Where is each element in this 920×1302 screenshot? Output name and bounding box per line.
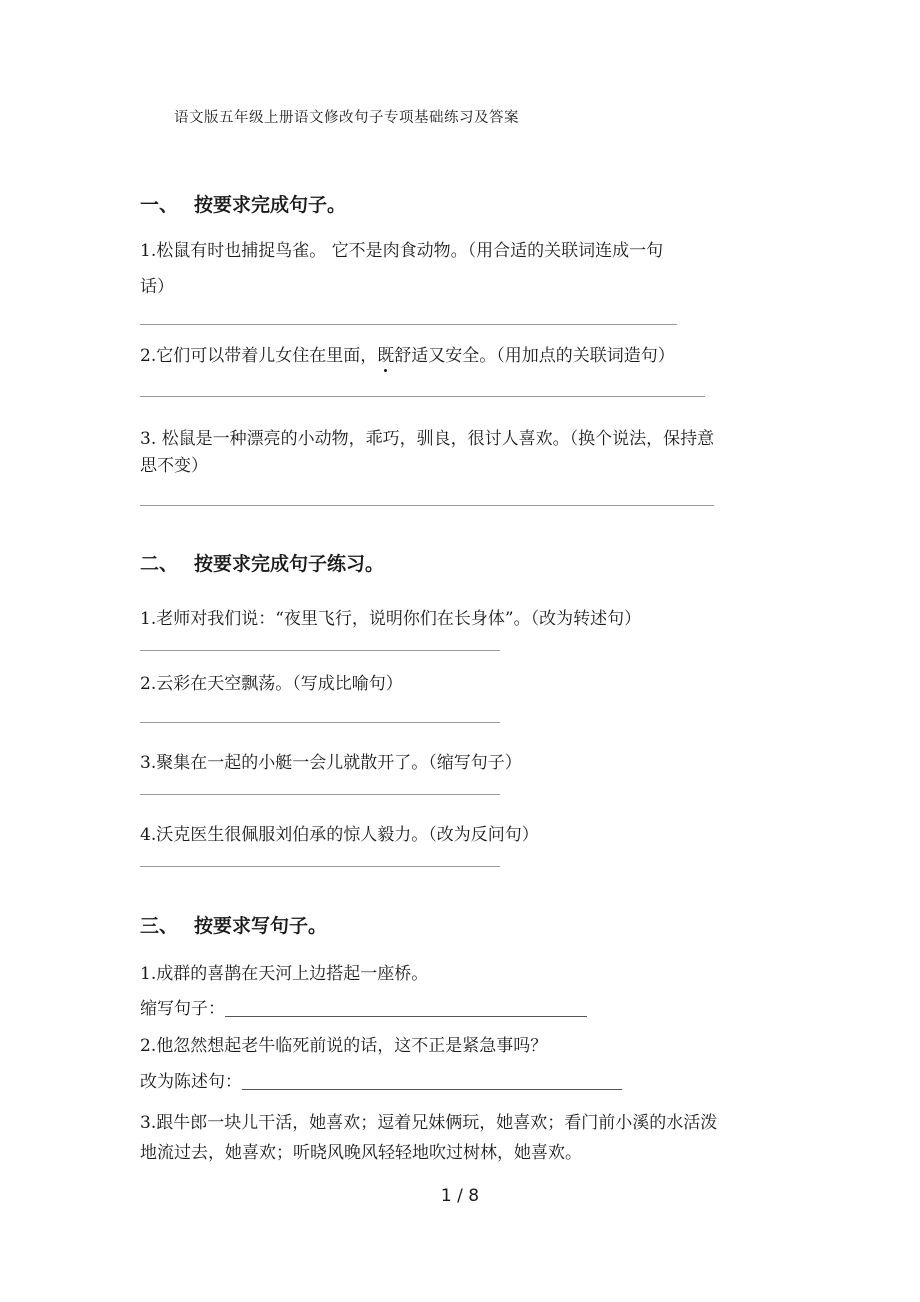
s2-q3-answer-line[interactable]: [140, 794, 500, 795]
s1-q2-answer-line[interactable]: [140, 396, 705, 397]
s2-q2: 2.云彩在天空飘荡。（写成比喻句）: [140, 674, 403, 694]
s3-q2-answer: [140, 1067, 622, 1092]
s3-q1: 1.成群的喜鹊在天河上边搭起一座桥。: [140, 964, 429, 984]
s1-q2-after: 舒适又安全。（用加点的关联词造句）: [394, 346, 675, 366]
s1-q2-before: 2.它们可以带着儿女住在里面，: [140, 346, 378, 366]
s1-q2: [140, 341, 675, 366]
section-2-number: 二、: [140, 553, 179, 575]
s1-q2-dotted-char: 既: [377, 346, 395, 366]
section-1-heading: [140, 190, 346, 217]
section-2-title: 按要求完成句子练习。: [194, 553, 385, 575]
s2-q1-answer-line[interactable]: [140, 650, 500, 651]
s3-q2-answer-label: 改为陈述句：: [140, 1072, 242, 1092]
s2-q4: 4.沃克医生很佩服刘伯承的惊人毅力。（改为反问句）: [140, 825, 539, 845]
s1-q1-line1: 1.松鼠有时也捕捉鸟雀。 它不是肉食动物。（用合适的关联词连成一句: [140, 241, 664, 261]
s2-q1: 1.老师对我们说：“夜里飞行，说明你们在长身体”。（改为转述句）: [140, 609, 642, 629]
section-2-heading: [140, 549, 384, 576]
section-3-number: 三、: [140, 915, 179, 937]
s3-q3-line1: 3.跟牛郎一块儿干活，她喜欢；逗着兄妹俩玩，她喜欢；看门前小溪的水活泼: [140, 1113, 718, 1133]
document-title: 语文版五年级上册语文修改句子专项基础练习及答案: [174, 110, 519, 126]
s1-q3-line1: 3. 松鼠是一种漂亮的小动物，乖巧，驯良，很讨人喜欢。（换个说法，保持意: [140, 429, 715, 449]
s3-q1-answer: [140, 994, 587, 1019]
section-1-number: 一、: [140, 194, 179, 216]
s3-q2: 2.他忽然想起老牛临死前说的话，这不正是紧急事吗？: [140, 1036, 548, 1056]
s1-q3-answer-line[interactable]: [140, 505, 714, 506]
s3-q2-answer-blank[interactable]: [242, 1072, 622, 1090]
s1-q1-line2: 话）: [140, 277, 174, 297]
s2-q4-answer-line[interactable]: [140, 866, 500, 867]
s1-q1-answer-line[interactable]: [140, 324, 677, 325]
page-number: 1 / 8: [440, 1186, 480, 1206]
s3-q1-answer-blank[interactable]: [225, 999, 587, 1017]
section-1-title: 按要求完成句子。: [194, 194, 347, 216]
s2-q3: 3.聚集在一起的小艇一会儿就散开了。（缩写句子）: [140, 753, 522, 773]
s3-q3-line2: 地流过去，她喜欢；听晓风晚风轻轻地吹过树林，她喜欢。: [140, 1143, 582, 1163]
s3-q1-answer-label: 缩写句子：: [140, 999, 225, 1019]
s1-q3-line2: 思不变）: [140, 456, 208, 476]
s2-q2-answer-line[interactable]: [140, 722, 500, 723]
section-3-title: 按要求写句子。: [194, 915, 328, 937]
section-3-heading: [140, 911, 327, 938]
